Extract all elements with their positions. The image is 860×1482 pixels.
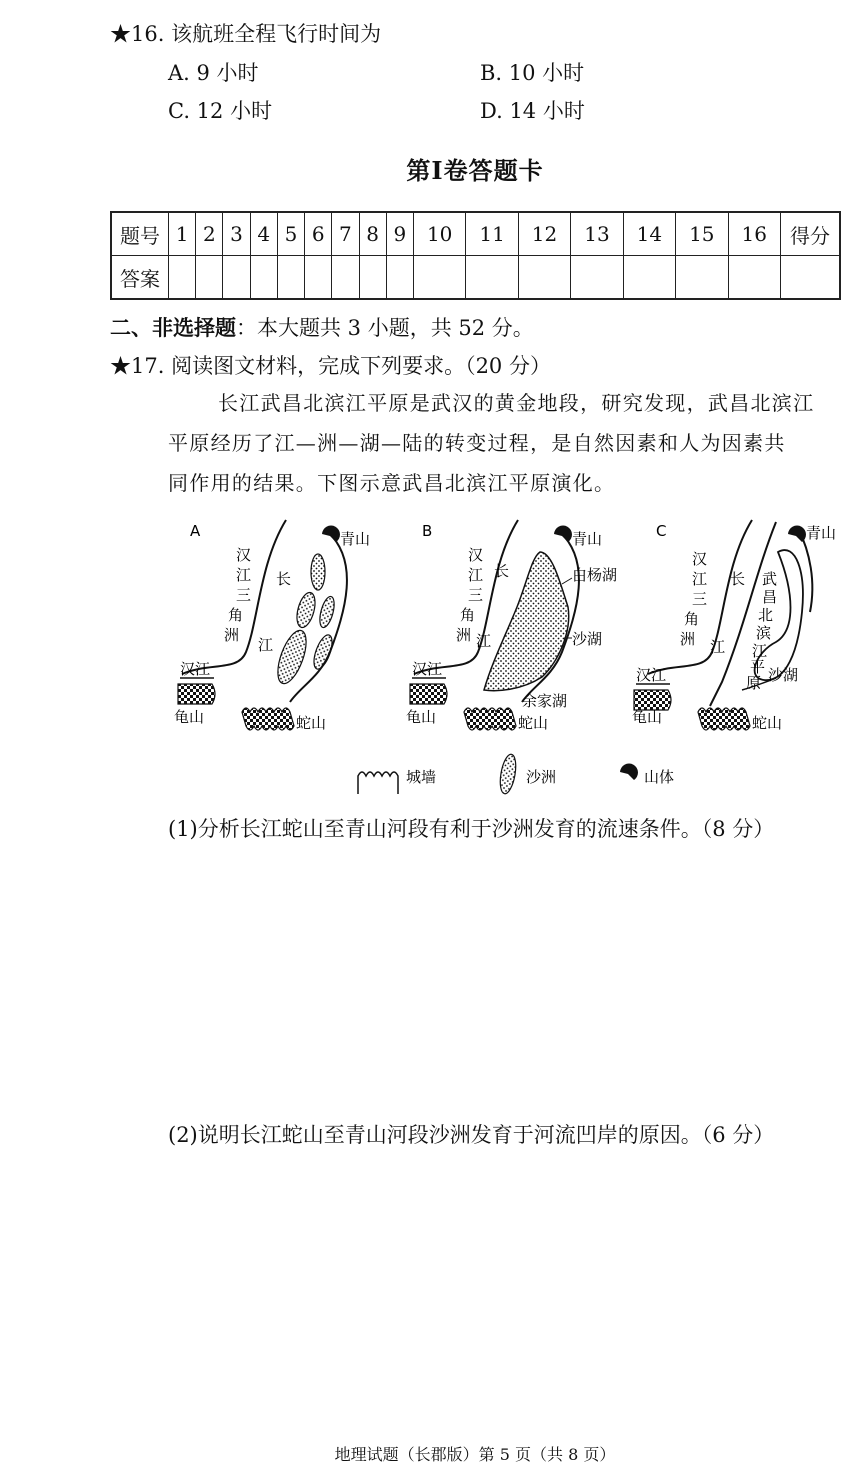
score-cell[interactable] — [781, 256, 841, 300]
cell-number-13: 13 — [571, 212, 623, 256]
panel-b-sheshan-mountain — [464, 708, 516, 730]
legend-sandbar-icon — [498, 753, 519, 795]
legend-mountain-label: 山体 — [644, 768, 675, 786]
panel-c-delta-label: 汉江三角洲 — [680, 550, 708, 648]
q16-option-c: C. 12 小时 — [168, 99, 273, 123]
cell-number-6: 6 — [305, 212, 332, 256]
panel-c-plain-label: 武昌北滨江平原 — [746, 570, 778, 692]
section2-line — [110, 312, 534, 342]
answer-cell[interactable] — [332, 256, 359, 300]
panel-a-sheshan-mountain — [242, 708, 294, 730]
answer-cell[interactable] — [466, 256, 518, 300]
q17-para-line-3: 同作用的结果。下图示意武昌北滨江平原演化。 — [168, 471, 616, 495]
answer-card-answer-row — [111, 256, 840, 300]
panel-a-hanjiang-label: 汉江 — [180, 660, 211, 678]
answer-cell[interactable] — [359, 256, 386, 300]
cell-number-9: 9 — [386, 212, 413, 256]
cell-number-16: 16 — [728, 212, 781, 256]
cell-number-1: 1 — [169, 212, 196, 256]
section2-heading: 二、非选择题 — [110, 315, 236, 340]
panel-a-sandbar-5 — [310, 633, 335, 672]
panel-b-sheshan-label: 蛇山 — [518, 714, 549, 732]
q17-sub2: (2)说明长江蛇山至青山河段沙洲发育于河流凹岸的原因。（6 分） — [168, 1123, 775, 1147]
panel-a-qingshan-label: 青山 — [340, 530, 371, 548]
cell-number-4: 4 — [250, 212, 277, 256]
panel-a-sandbar-4 — [272, 627, 312, 687]
answer-cell[interactable] — [676, 256, 728, 300]
panel-a-delta-label: 汉江三角洲 — [224, 546, 252, 644]
panel-c-jiang-label: 江 — [710, 638, 726, 656]
panel-c — [632, 520, 836, 732]
answer-cell[interactable] — [413, 256, 465, 300]
panel-c-shahu-label: 沙湖 — [768, 666, 799, 684]
panel-b-delta-label: 汉江三角洲 — [456, 546, 484, 644]
q16-option-a: A. 9 小时 — [168, 61, 259, 85]
cell-number-14: 14 — [623, 212, 675, 256]
panel-c-chang-label: 长 — [730, 570, 746, 588]
panel-c-label: C — [656, 522, 667, 540]
panel-b-shahu-label: 沙湖 — [572, 630, 603, 648]
panel-c-sheshan-mountain — [698, 708, 750, 730]
answer-cell[interactable] — [518, 256, 570, 300]
panel-a-chang-label: 长 — [276, 570, 292, 588]
score-label: 得分 — [781, 212, 841, 256]
panel-a-guishan-label: 龟山 — [174, 708, 205, 726]
panel-b-baiyanghu-leader — [562, 578, 572, 584]
cell-number-11: 11 — [466, 212, 518, 256]
section2-text: ：本大题共 3 小题，共 52 分。 — [236, 316, 534, 340]
panel-c-guishan-label: 龟山 — [632, 708, 663, 726]
answer-cell[interactable] — [277, 256, 304, 300]
panel-a — [174, 520, 370, 732]
panel-a-sandbar-2 — [294, 591, 319, 630]
panel-a-guishan-mountain — [178, 684, 215, 704]
answer-card-number-row — [111, 212, 840, 256]
cell-number-8: 8 — [359, 212, 386, 256]
answer-cell[interactable] — [250, 256, 277, 300]
panel-b-qingshan-mountain — [554, 526, 572, 542]
q17-stem: ★17. 阅读图文材料，完成下列要求。（20 分） — [110, 354, 551, 378]
panel-a-label: A — [190, 522, 201, 540]
cell-number-2: 2 — [196, 212, 223, 256]
legend-sandbar-label: 沙洲 — [526, 768, 557, 786]
panel-b-guishan-label: 龟山 — [406, 708, 437, 726]
answer-cell[interactable] — [305, 256, 332, 300]
panel-c-qingshan-label: 青山 — [806, 524, 837, 542]
panel-b-hanjiang-label: 汉江 — [412, 660, 443, 678]
panel-b-label: B — [422, 522, 433, 540]
q17-para-line-2: 平原经历了江—洲—湖—陆的转变过程，是自然因素和人为因素共 — [168, 431, 786, 455]
page-footer: 地理试题（长郡版）第 5 页（共 8 页） — [334, 1445, 616, 1464]
panel-a-sheshan-label: 蛇山 — [296, 714, 327, 732]
panel-a-sandbar-3 — [317, 595, 337, 629]
q16-stem: ★16. 该航班全程飞行时间为 — [110, 22, 382, 46]
panel-a-sandbar-1 — [311, 554, 325, 590]
legend-wall-icon — [358, 772, 398, 794]
q16-option-b: B. 10 小时 — [480, 61, 585, 85]
panel-b-chang-label: 长 — [494, 562, 510, 580]
map-legend — [358, 753, 674, 795]
row-label-answer: 答案 — [111, 256, 169, 300]
answer-card-table — [110, 211, 841, 300]
answer-cell[interactable] — [623, 256, 675, 300]
q17-sub2-answer-area[interactable] — [168, 1156, 828, 1416]
q17-sub1-answer-area[interactable] — [168, 848, 828, 1108]
cell-number-15: 15 — [676, 212, 728, 256]
panel-c-qingshan-mountain — [788, 526, 806, 542]
q16-option-d: D. 14 小时 — [480, 99, 585, 123]
panel-b-jiang-label: 江 — [476, 632, 492, 650]
panel-a-qingshan-mountain — [322, 526, 340, 542]
cell-number-7: 7 — [332, 212, 359, 256]
panel-b-baiyanghu-label: 白杨湖 — [572, 566, 618, 584]
legend-mountain-icon — [620, 764, 638, 780]
q17-para-line-1: 长江武昌北滨江平原是武汉的黄金地段，研究发现，武昌北滨江 — [218, 391, 815, 415]
panel-c-guishan-mountain — [634, 690, 671, 710]
cell-number-10: 10 — [413, 212, 465, 256]
panel-c-hanjiang-label: 汉江 — [636, 666, 667, 684]
answer-cell[interactable] — [386, 256, 413, 300]
cell-number-12: 12 — [518, 212, 570, 256]
answer-cell[interactable] — [571, 256, 623, 300]
panel-a-jiang-label: 江 — [258, 636, 274, 654]
row-label-number: 题号 — [111, 212, 169, 256]
river-evolution-map — [160, 512, 850, 802]
cell-number-3: 3 — [223, 212, 250, 256]
answer-cell[interactable] — [728, 256, 781, 300]
panel-c-sheshan-label: 蛇山 — [752, 714, 783, 732]
answer-cell[interactable] — [169, 256, 196, 300]
panel-b — [406, 520, 617, 732]
cell-number-5: 5 — [277, 212, 304, 256]
legend-wall-label: 城墙 — [406, 768, 437, 786]
answer-cell[interactable] — [223, 256, 250, 300]
panel-b-qingshan-label: 青山 — [572, 530, 603, 548]
q17-sub1: (1)分析长江蛇山至青山河段有利于沙洲发育的流速条件。（8 分） — [168, 817, 775, 841]
panel-b-yujiahu-label: 余家湖 — [522, 692, 568, 710]
answer-card-title: 第Ⅰ卷答题卡 — [406, 156, 544, 185]
panel-b-guishan-mountain — [410, 684, 447, 704]
answer-cell[interactable] — [196, 256, 223, 300]
